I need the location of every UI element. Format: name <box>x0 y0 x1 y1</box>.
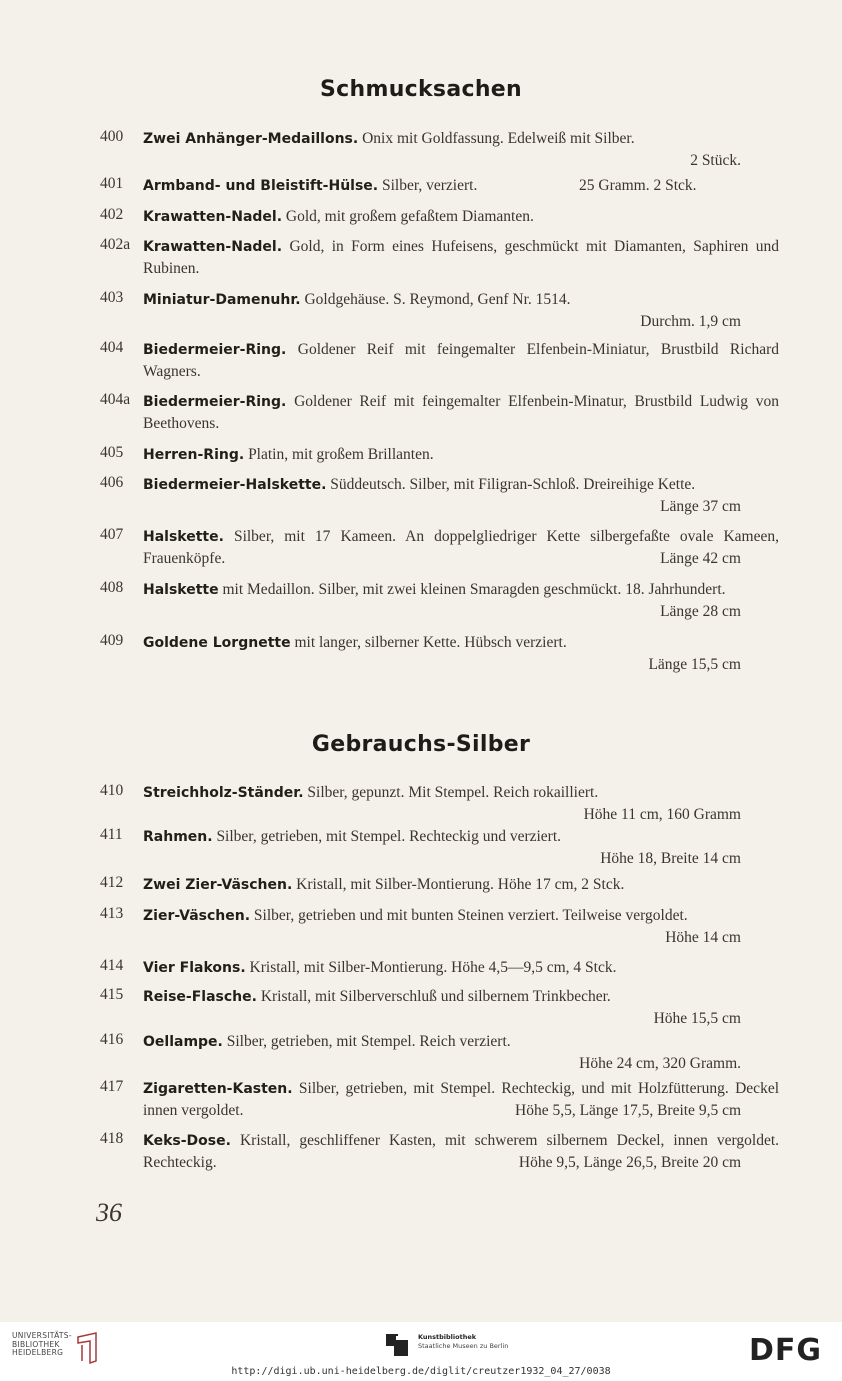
entry-text <box>143 1078 779 1122</box>
entry-title: Zwei Zier-Väschen. <box>143 877 293 893</box>
entry-title: Halskette. <box>143 529 224 545</box>
entry-title: Biedermeier-Ring. <box>143 342 287 358</box>
entry-text <box>143 206 779 228</box>
entry-description: Silber, getrieben, mit Stempel. Reich verziert. <box>226 1033 511 1050</box>
permalink-url[interactable]: http://digi.ub.uni-heidelberg.de/diglit/creutzer1932_04_27/0038 <box>231 1366 611 1377</box>
entry-title: Vier Flakons. <box>143 960 246 976</box>
entry-description: Goldgehäuse. S. Reymond, Genf Nr. 1514. <box>304 291 571 308</box>
entry-title: Miniatur-Damenuhr. <box>143 292 301 308</box>
entry-measure: Höhe 9,5, Länge 26,5, Breite 20 cm <box>518 1154 741 1171</box>
entry-description: Silber, gepunzt. Mit Stempel. Reich rokailliert. <box>307 784 599 801</box>
university-line: HEIDELBERG <box>12 1348 64 1357</box>
entry-title: Armband- und Bleistift-Hülse. <box>143 178 379 194</box>
entry-measure: Höhe 24 cm, 320 Gramm. <box>579 1055 741 1072</box>
entry-title: Streichholz-Ständer. <box>143 785 304 801</box>
entry-number: 401 <box>100 175 124 192</box>
entry-description: Gold, in Form eines Hufeisens, geschmückt mit Diamanten, Saphiren und Rubinen. <box>143 238 780 277</box>
entry-description: Silber, verziert. <box>381 177 478 194</box>
entry-description: mit langer, silberner Kette. Hübsch verziert. <box>294 634 567 651</box>
page-number: 36 <box>96 1198 122 1227</box>
entry-number: 413 <box>100 905 124 922</box>
entry-text <box>143 579 779 620</box>
entry-number: 402a <box>100 236 131 253</box>
entry-text <box>143 391 779 435</box>
section-heading-gebrauchs-silber: Gebrauchs-Silber <box>311 732 531 757</box>
entry-number: 414 <box>100 957 124 974</box>
entry-text <box>143 1130 779 1174</box>
entry-title: Herren-Ring. <box>143 447 245 463</box>
kunstbibliothek-label <box>418 1333 508 1351</box>
entry-number: 410 <box>100 782 124 799</box>
entry-text <box>143 128 779 172</box>
entry-description: Süddeutsch. Silber, mit Filigran-Schloß. Dreireihige Kette. <box>330 476 696 493</box>
entry-number: 402 <box>100 206 124 223</box>
entry-measure: Länge 15,5 cm <box>648 656 741 673</box>
entry-description: Gold, mit großem gefaßtem Diamanten. <box>285 208 534 225</box>
entry-description: mit Medaillon. Silber, mit zwei kleinen Smaragden geschmückt. 18. Jahrhundert. <box>222 581 726 598</box>
entry-description: Silber, getrieben, mit Stempel. Rechteckig, und mit Holzfütterung. Deckel innen vergoldet. <box>143 1080 779 1119</box>
entry-number: 417 <box>100 1078 124 1095</box>
entry-description: Kristall, mit Silber-Montierung. Höhe 4,5—9,5 cm, 4 Stck. <box>249 959 617 976</box>
entry-number: 405 <box>100 444 124 461</box>
entry-number: 400 <box>100 128 124 145</box>
entry-measure: Länge 28 cm <box>660 603 741 620</box>
entry-text <box>143 957 779 979</box>
entry-measure: Durchm. 1,9 cm <box>640 313 741 330</box>
entry-number: 409 <box>100 632 124 649</box>
entry-description: Silber, mit 17 Kameen. An doppelgliedriger Kette silbergefaßte ovale Kameen, Frauenköpfe. <box>143 528 779 567</box>
entry-number: 403 <box>100 289 124 306</box>
entry-text <box>143 874 779 896</box>
entry-measure: 2 Stück. <box>690 152 741 169</box>
entry-description: Platin, mit großem Brillanten. <box>248 446 434 463</box>
entry-measure: Höhe 5,5, Länge 17,5, Breite 9,5 cm <box>515 1102 741 1119</box>
entry-number: 408 <box>100 579 124 596</box>
entry-measure: Höhe 15,5 cm <box>653 1010 741 1027</box>
entry-text <box>143 526 779 570</box>
entry-description: Silber, getrieben, mit Stempel. Rechteckig und verziert. <box>216 828 562 845</box>
entry-number: 407 <box>100 526 124 543</box>
entry-number: 418 <box>100 1130 124 1147</box>
entry-description: Kristall, mit Silberverschluß und silbernem Trinkbecher. <box>260 988 611 1005</box>
dfg-logo: DFG <box>749 1333 823 1368</box>
entry-text <box>143 236 779 280</box>
entry-text <box>143 986 779 1030</box>
university-line: BIBLIOTHEK <box>12 1339 60 1349</box>
digitization-footer <box>0 1322 842 1381</box>
entry-text <box>143 339 779 383</box>
entry-number: 406 <box>100 474 124 491</box>
entry-number: 404 <box>100 339 124 356</box>
university-library-label <box>12 1332 72 1358</box>
entry-measure: Höhe 11 cm, 160 Gramm <box>583 806 741 823</box>
entry-title: Oellampe. <box>143 1034 223 1050</box>
entry-measure: Länge 37 cm <box>660 498 741 515</box>
entry-description: Kristall, mit Silber-Montierung. Höhe 17 cm, 2 Stck. <box>296 876 625 893</box>
entry-title: Biedermeier-Halskette. <box>143 477 327 493</box>
entry-text <box>143 474 779 515</box>
entry-text <box>143 444 779 466</box>
entry-title: Rahmen. <box>143 829 213 845</box>
entry-title: Keks-Dose. <box>143 1133 231 1149</box>
entry-text <box>143 826 779 870</box>
entry-title: Zwei Anhänger-Medaillons. <box>143 131 359 147</box>
university-line: UNIVERSITÄTS- <box>12 1331 72 1340</box>
entry-text <box>143 289 779 333</box>
entry-number: 404a <box>100 391 131 408</box>
entry-description: Kristall, geschliffener Kasten, mit schwerem silbernem Deckel, innen vergoldet. Rechteckig. <box>143 1132 780 1171</box>
entry-number: 412 <box>100 874 124 891</box>
entry-text <box>143 782 779 826</box>
kb-name: Kunstbibliothek <box>418 1333 477 1341</box>
entry-title: Krawatten-Nadel. <box>143 209 283 225</box>
entry-title: Halskette <box>143 582 219 598</box>
entry-title: Biedermeier-Ring. <box>143 394 287 410</box>
entry-description: Silber, getrieben und mit bunten Steinen verziert. Teilweise vergoldet. <box>253 907 688 924</box>
university-logo-icon <box>76 1331 100 1365</box>
kb-subtitle: Staatliche Museen zu Berlin <box>418 1342 509 1350</box>
entry-title: Krawatten-Nadel. <box>143 239 283 255</box>
entry-text <box>143 632 779 676</box>
entry-description: Goldener Reif mit feingemalter Elfenbein-Minatur, Brustbild Ludwig von Beethovens. <box>143 393 779 432</box>
entry-title: Zigaretten-Kasten. <box>143 1081 293 1097</box>
entry-number: 411 <box>100 826 123 843</box>
entry-text <box>143 175 779 197</box>
entry-title: Reise-Flasche. <box>143 989 257 1005</box>
entry-measure: Länge 42 cm <box>660 550 741 567</box>
section-heading-schmucksachen: Schmucksachen <box>320 77 522 102</box>
entry-measure: Höhe 14 cm <box>665 929 741 946</box>
entry-measure: Höhe 18, Breite 14 cm <box>600 850 741 867</box>
entry-title: Zier-Väschen. <box>143 908 251 924</box>
entry-measure: 25 Gramm. 2 Stck. <box>579 177 697 194</box>
entry-text <box>143 905 779 946</box>
entry-description: Goldener Reif mit feingemalter Elfenbein-Miniatur, Brustbild Richard Wagners. <box>143 341 779 380</box>
entry-number: 415 <box>100 986 124 1003</box>
entry-description: Onix mit Goldfassung. Edelweiß mit Silber. <box>362 130 635 147</box>
kunstbibliothek-logo-icon <box>386 1334 412 1358</box>
entry-text <box>143 1031 779 1075</box>
entry-number: 416 <box>100 1031 124 1048</box>
entry-title: Goldene Lorgnette <box>143 635 291 651</box>
